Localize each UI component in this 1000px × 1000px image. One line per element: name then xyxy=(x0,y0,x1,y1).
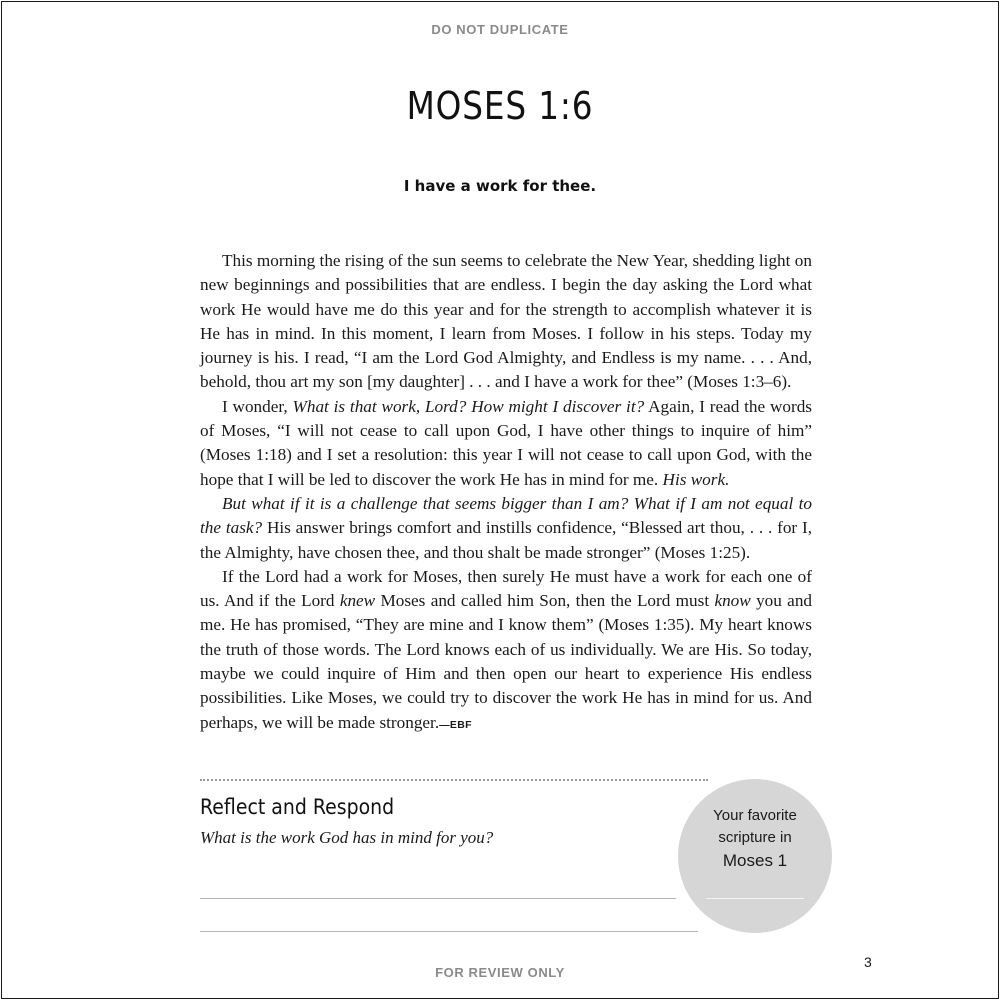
favorite-scripture-circle xyxy=(678,779,832,933)
reflect-prompt: What is the work God has in mind for you? xyxy=(200,828,494,847)
page-number: 3 xyxy=(864,954,872,970)
watermark-do-not-duplicate: DO NOT DUPLICATE xyxy=(431,22,569,37)
paragraph-2-text-cont: Again, I read the words of Moses, “I will not cease to call upon God, I have other things to inquire of him” (Moses 1:18) and I set a resolution: this year I will not cease to call upon God, with the hope that I will be led to discover the work He has in mind for me. xyxy=(200,396,812,489)
paragraph-2-text: I wonder, xyxy=(222,396,293,416)
watermark-for-review-only: FOR REVIEW ONLY xyxy=(435,965,565,980)
paragraph-4-italic-knew: knew xyxy=(339,591,376,611)
paragraph-1 xyxy=(200,249,812,395)
paragraph-2 xyxy=(200,395,812,492)
favorite-writing-line xyxy=(706,898,804,899)
paragraph-4-text-cont: Moses and called him Son, then the Lord must xyxy=(375,591,715,611)
paragraph-3 xyxy=(200,492,812,565)
paragraph-4-text: If the Lord had a work for Moses, then surely He must have a work for each one of us. And if the Lord xyxy=(200,566,812,611)
paragraph-4 xyxy=(200,565,812,737)
paragraph-2-italic-end: His work. xyxy=(662,469,730,489)
answer-line xyxy=(200,898,676,899)
paragraph-2-italic: What is that work, Lord? How might I discover it? xyxy=(292,396,645,416)
reflect-heading: Reflect and Respond xyxy=(200,795,395,819)
favorite-scripture-text xyxy=(678,805,832,873)
paragraph-1-text: This morning the rising of the sun seems to celebrate the New Year, shedding light on new beginnings and possibilities that are endless. I begin the day asking the Lord what work He would have me do this year and for the strength to accomplish whatever it is He has in mind. In this moment, I learn from Moses. I follow in his steps. Today my journey is his. I read, “I am the Lord God Almighty, and Endless is my name. . . . And, behold, thou art my son [my daughter] . . . and I have a work for thee” (Moses 1:3–6). xyxy=(200,251,812,392)
author-signature: —EBF xyxy=(439,718,472,731)
devotional-body xyxy=(200,249,812,737)
section-divider xyxy=(200,779,708,781)
paragraph-3-text: His answer brings comfort and instills confidence, “Blessed art thou, . . . for I, the Almighty, have chosen thee, and thou shalt be made stronger” (Moses 1:25). xyxy=(200,518,812,562)
paragraph-4-text-end: you and me. He has promised, “They are mine and I know them” (Moses 1:35). My heart knows the truth of those words. The Lord knows each of us individually. We are His. So today, maybe we could inquire of Him and then open our heart to experience His endless possibilities. Like Moses, we could try to discover the work He has in mind for us. And perhaps, we will be made stronger. xyxy=(200,591,813,732)
key-verse: I have a work for thee. xyxy=(403,177,597,195)
favorite-line-2: scripture in xyxy=(718,829,792,846)
paragraph-4-italic-know: know xyxy=(714,591,751,611)
page-title: MOSES 1:6 xyxy=(406,84,594,128)
favorite-line-1: Your favorite xyxy=(713,807,797,824)
favorite-line-3: Moses 1 xyxy=(722,851,788,870)
paragraph-3-italic: But what if it is a challenge that seems bigger than I am? What if I am not equal to the task? xyxy=(200,493,812,538)
answer-line xyxy=(200,931,698,932)
page xyxy=(1,1,999,999)
